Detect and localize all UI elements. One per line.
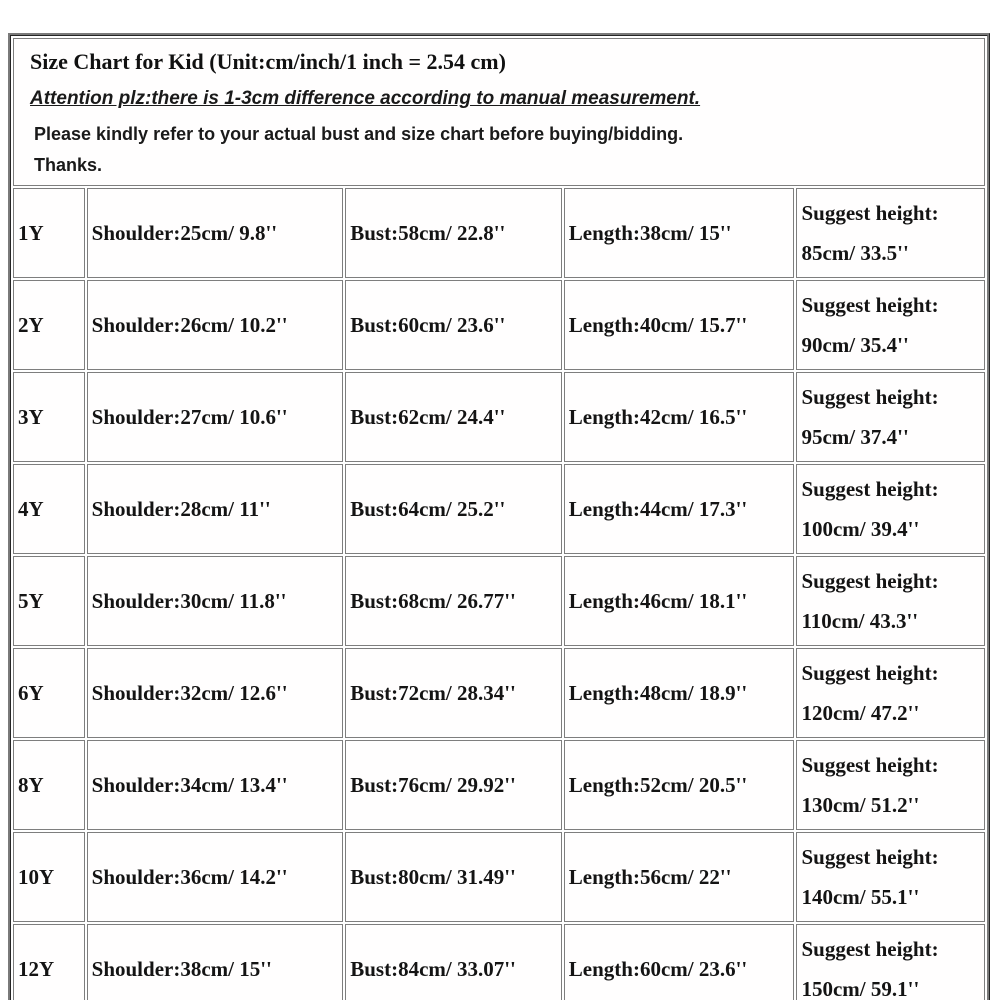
suggest-height-label: Suggest height: xyxy=(801,201,939,225)
size-chart-panel xyxy=(8,33,990,1000)
shoulder-cell: Shoulder:36cm/ 14.2'' xyxy=(87,832,344,922)
size-table xyxy=(11,36,987,1000)
length-cell: Length:48cm/ 18.9'' xyxy=(564,648,795,738)
length-cell: Length:46cm/ 18.1'' xyxy=(564,556,795,646)
suggest-height-value: 90cm/ 35.4'' xyxy=(801,333,909,357)
bust-cell: Bust:62cm/ 24.4'' xyxy=(345,372,562,462)
suggest-height-value: 110cm/ 43.3'' xyxy=(801,609,919,633)
suggest-height-value: 120cm/ 47.2'' xyxy=(801,701,920,725)
suggest-height-label: Suggest height: xyxy=(801,937,939,961)
size-label: 2Y xyxy=(13,280,85,370)
bust-cell: Bust:68cm/ 26.77'' xyxy=(345,556,562,646)
table-row xyxy=(13,740,985,830)
shoulder-cell: Shoulder:32cm/ 12.6'' xyxy=(87,648,344,738)
table-row xyxy=(13,188,985,278)
length-cell: Length:60cm/ 23.6'' xyxy=(564,924,795,1000)
suggest-height-cell xyxy=(796,188,985,278)
suggest-height-cell xyxy=(796,556,985,646)
bust-cell: Bust:72cm/ 28.34'' xyxy=(345,648,562,738)
suggest-height-cell xyxy=(796,832,985,922)
length-cell: Length:40cm/ 15.7'' xyxy=(564,280,795,370)
bust-cell: Bust:64cm/ 25.2'' xyxy=(345,464,562,554)
size-label: 8Y xyxy=(13,740,85,830)
size-label: 3Y xyxy=(13,372,85,462)
length-cell: Length:44cm/ 17.3'' xyxy=(564,464,795,554)
suggest-height-label: Suggest height: xyxy=(801,845,939,869)
suggest-height-cell xyxy=(796,924,985,1000)
bust-cell: Bust:60cm/ 23.6'' xyxy=(345,280,562,370)
suggest-height-label: Suggest height: xyxy=(801,753,939,777)
suggest-height-cell xyxy=(796,372,985,462)
suggest-height-label: Suggest height: xyxy=(801,569,939,593)
length-cell: Length:56cm/ 22'' xyxy=(564,832,795,922)
table-row xyxy=(13,924,985,1000)
size-label: 4Y xyxy=(13,464,85,554)
length-cell: Length:52cm/ 20.5'' xyxy=(564,740,795,830)
shoulder-cell: Shoulder:26cm/ 10.2'' xyxy=(87,280,344,370)
shoulder-cell: Shoulder:38cm/ 15'' xyxy=(87,924,344,1000)
header-cell xyxy=(13,38,985,186)
suggest-height-value: 150cm/ 59.1'' xyxy=(801,977,920,1000)
shoulder-cell: Shoulder:27cm/ 10.6'' xyxy=(87,372,344,462)
table-row xyxy=(13,832,985,922)
suggest-height-cell xyxy=(796,740,985,830)
shoulder-cell: Shoulder:25cm/ 9.8'' xyxy=(87,188,344,278)
length-cell: Length:42cm/ 16.5'' xyxy=(564,372,795,462)
measurement-note: Please kindly refer to your actual bust and size chart before buying/bidding. xyxy=(34,124,684,145)
length-cell: Length:38cm/ 15'' xyxy=(564,188,795,278)
size-label: 6Y xyxy=(13,648,85,738)
suggest-height-value: 85cm/ 33.5'' xyxy=(801,241,909,265)
suggest-height-value: 100cm/ 39.4'' xyxy=(801,517,920,541)
table-row xyxy=(13,648,985,738)
suggest-height-label: Suggest height: xyxy=(801,661,939,685)
suggest-height-label: Suggest height: xyxy=(801,477,939,501)
bust-cell: Bust:84cm/ 33.07'' xyxy=(345,924,562,1000)
size-label: 1Y xyxy=(13,188,85,278)
suggest-height-value: 130cm/ 51.2'' xyxy=(801,793,920,817)
suggest-height-value: 95cm/ 37.4'' xyxy=(801,425,909,449)
table-row xyxy=(13,372,985,462)
suggest-height-cell xyxy=(796,280,985,370)
bust-cell: Bust:58cm/ 22.8'' xyxy=(345,188,562,278)
suggest-height-cell xyxy=(796,464,985,554)
bust-cell: Bust:80cm/ 31.49'' xyxy=(345,832,562,922)
table-row xyxy=(13,464,985,554)
suggest-height-label: Suggest height: xyxy=(801,385,939,409)
shoulder-cell: Shoulder:28cm/ 11'' xyxy=(87,464,344,554)
table-row xyxy=(13,556,985,646)
size-label: 10Y xyxy=(13,832,85,922)
bust-cell: Bust:76cm/ 29.92'' xyxy=(345,740,562,830)
chart-title: Size Chart for Kid (Unit:cm/inch/1 inch = 2.54 cm) xyxy=(30,48,506,74)
suggest-height-value: 140cm/ 55.1'' xyxy=(801,885,920,909)
attention-note: Attention plz:there is 1-3cm difference according to manual measurement. xyxy=(30,88,701,110)
size-label: 12Y xyxy=(13,924,85,1000)
thanks-note: Thanks. xyxy=(34,154,103,175)
header-row xyxy=(13,38,985,186)
shoulder-cell: Shoulder:34cm/ 13.4'' xyxy=(87,740,344,830)
suggest-height-label: Suggest height: xyxy=(801,293,939,317)
table-row xyxy=(13,280,985,370)
suggest-height-cell xyxy=(796,648,985,738)
shoulder-cell: Shoulder:30cm/ 11.8'' xyxy=(87,556,344,646)
size-label: 5Y xyxy=(13,556,85,646)
